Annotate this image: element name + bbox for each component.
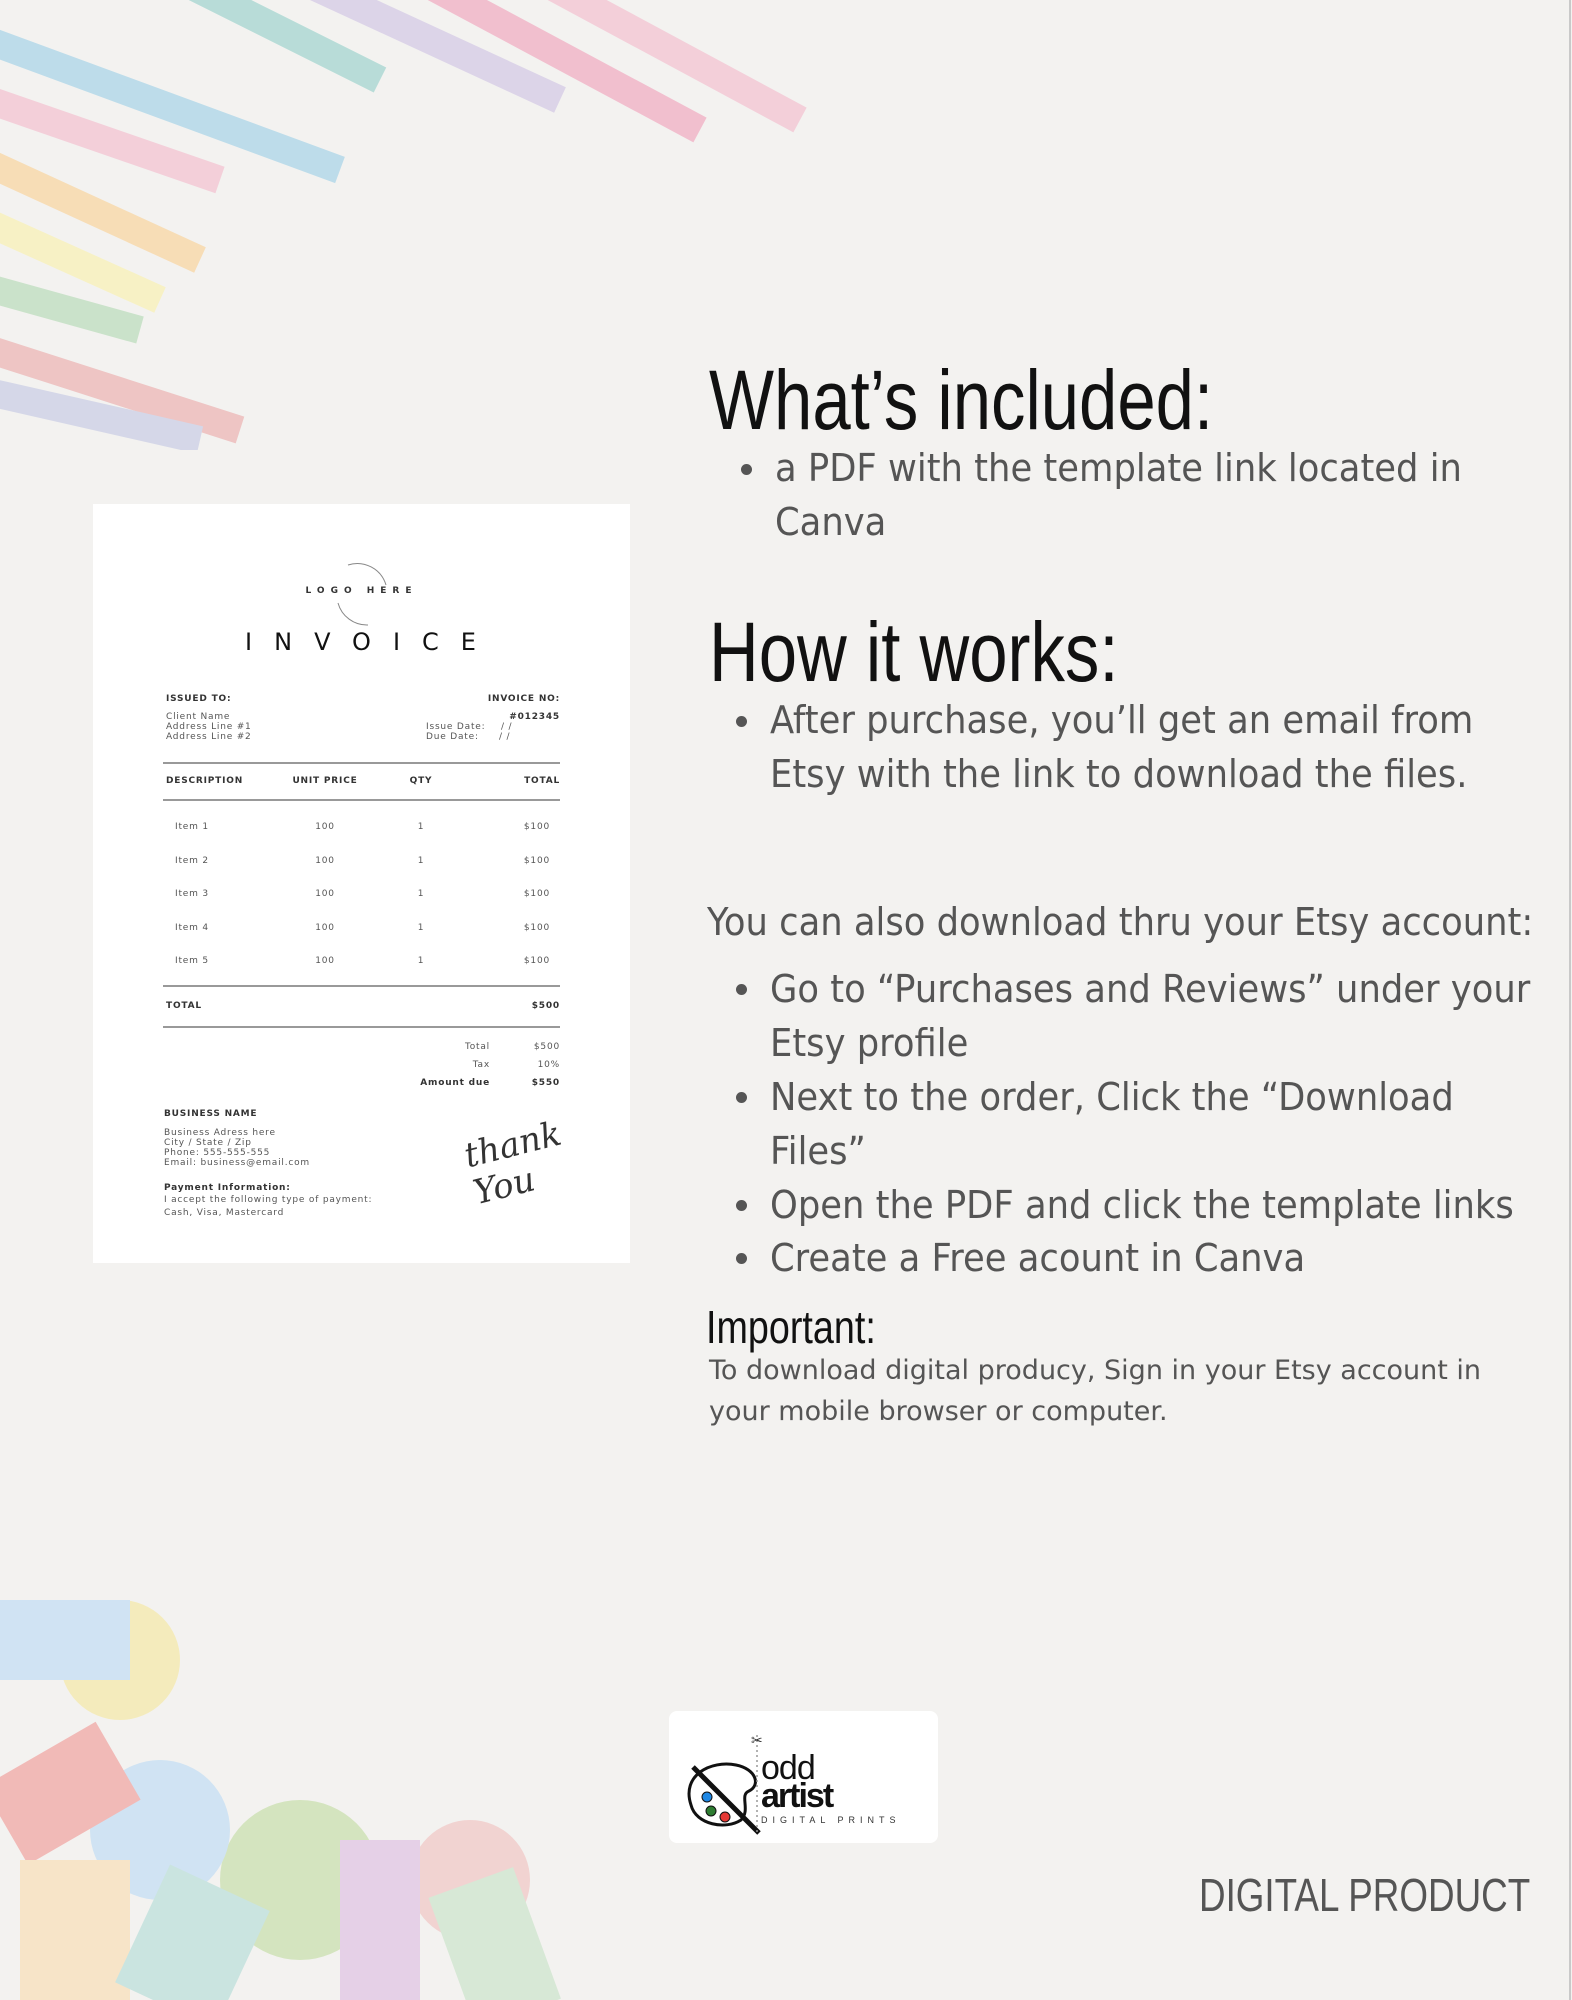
summary-label: Tax	[472, 1060, 490, 1070]
due-date: / /	[499, 732, 511, 742]
also-intro: You can also download thru your Etsy account:	[707, 900, 1534, 944]
item-qty: 1	[417, 822, 425, 832]
client-line: Address Line #1	[166, 722, 252, 732]
bullet	[736, 1253, 747, 1264]
column-header: UNIT PRICE	[292, 776, 358, 786]
item-total: $100	[523, 956, 550, 966]
bullet	[736, 1092, 747, 1103]
included-item: Canva	[775, 500, 887, 544]
item-total: $100	[523, 923, 550, 933]
summary-value: 10%	[537, 1060, 560, 1070]
divider	[163, 799, 560, 801]
how-heading: How it works:	[709, 605, 1119, 699]
item-price: 100	[315, 956, 335, 966]
also-item: Go to “Purchases and Reviews” under your	[770, 967, 1531, 1011]
payment-line: I accept the following type of payment:	[164, 1195, 373, 1205]
column-header: TOTAL	[524, 776, 560, 786]
business-line: Email: business@email.com	[164, 1158, 310, 1168]
colored-pencils-decoration	[0, 0, 820, 450]
logo-placeholder: LOGO HERE	[305, 586, 418, 596]
summary-value: $500	[533, 1042, 560, 1052]
item-price: 100	[315, 856, 335, 866]
item-qty: 1	[417, 856, 425, 866]
page-border	[1569, 0, 1571, 2000]
issued-to-label: ISSUED TO:	[166, 694, 232, 704]
svg-text:✂: ✂	[751, 1732, 763, 1748]
summary-label: Amount due	[420, 1078, 490, 1088]
item-desc: Item 1	[175, 822, 209, 832]
also-item: Etsy profile	[770, 1021, 969, 1065]
included-heading: What’s included:	[709, 353, 1214, 447]
bullet	[741, 464, 752, 475]
paint-tubes-decoration	[0, 1580, 600, 2000]
issue-date: / /	[501, 722, 513, 732]
item-qty: 1	[417, 889, 425, 899]
also-item: Create a Free acount in Canva	[770, 1236, 1306, 1280]
item-total: $100	[523, 889, 550, 899]
invoice-title: INVOICE	[245, 628, 498, 656]
item-total: $100	[523, 856, 550, 866]
payment-line: Cash, Visa, Mastercard	[164, 1208, 285, 1218]
column-header: QTY	[409, 776, 433, 786]
divider	[163, 762, 560, 764]
thank-you-signoff: thank You	[460, 1113, 566, 1214]
brand-name-top: odd	[761, 1749, 815, 1787]
item-desc: Item 2	[175, 856, 209, 866]
digital-product-label: DIGITAL PRODUCT	[1199, 1869, 1531, 1921]
item-price: 100	[315, 822, 335, 832]
how-item: After purchase, you’ll get an email from	[770, 698, 1474, 742]
payment-label: Payment Information:	[164, 1183, 291, 1193]
bullet	[736, 984, 747, 995]
divider	[163, 985, 560, 987]
business-line: City / State / Zip	[164, 1138, 252, 1148]
client-line: Client Name	[166, 712, 231, 722]
summary-label: Total	[464, 1042, 490, 1052]
item-price: 100	[315, 889, 335, 899]
also-item: Files”	[770, 1129, 866, 1173]
business-line: Business Adress here	[164, 1128, 276, 1138]
item-total: $100	[523, 822, 550, 832]
invoice-no-label: INVOICE NO:	[487, 694, 560, 704]
item-desc: Item 3	[175, 889, 209, 899]
bullet	[736, 1200, 747, 1211]
summary-value: $550	[531, 1078, 560, 1088]
invoice-template-preview	[93, 504, 630, 1263]
total-label: TOTAL	[166, 1001, 202, 1011]
business-line: Phone: 555-555-555	[164, 1148, 271, 1158]
important-heading: Important:	[706, 1301, 876, 1353]
issue-date-label: Issue Date:	[426, 722, 486, 732]
also-item: Next to the order, Click the “Download	[770, 1075, 1454, 1119]
business-name: BUSINESS NAME	[164, 1109, 258, 1119]
divider	[163, 1026, 560, 1028]
total-value: $500	[531, 1001, 560, 1011]
important-text: To download digital producy, Sign in your Etsy account in your mobile browser or computer.	[709, 1355, 1482, 1427]
due-date-label: Due Date:	[426, 732, 479, 742]
item-desc: Item 4	[175, 923, 209, 933]
brand-tagline: DIGITAL PRINTS	[761, 1815, 901, 1825]
how-item: Etsy with the link to download the files.	[770, 752, 1468, 796]
palette-brush-icon	[681, 1725, 771, 1835]
item-qty: 1	[417, 923, 425, 933]
bullet	[736, 716, 747, 727]
item-desc: Item 5	[175, 956, 209, 966]
invoice-no: #012345	[509, 712, 560, 722]
column-header: DESCRIPTION	[166, 776, 244, 786]
item-price: 100	[315, 923, 335, 933]
client-line: Address Line #2	[166, 732, 252, 742]
included-item: a PDF with the template link located in	[775, 446, 1462, 490]
also-item: Open the PDF and click the template links	[770, 1183, 1514, 1227]
item-qty: 1	[417, 956, 425, 966]
brand-name-bottom: artist	[761, 1777, 833, 1815]
brand-logo	[669, 1711, 938, 1843]
